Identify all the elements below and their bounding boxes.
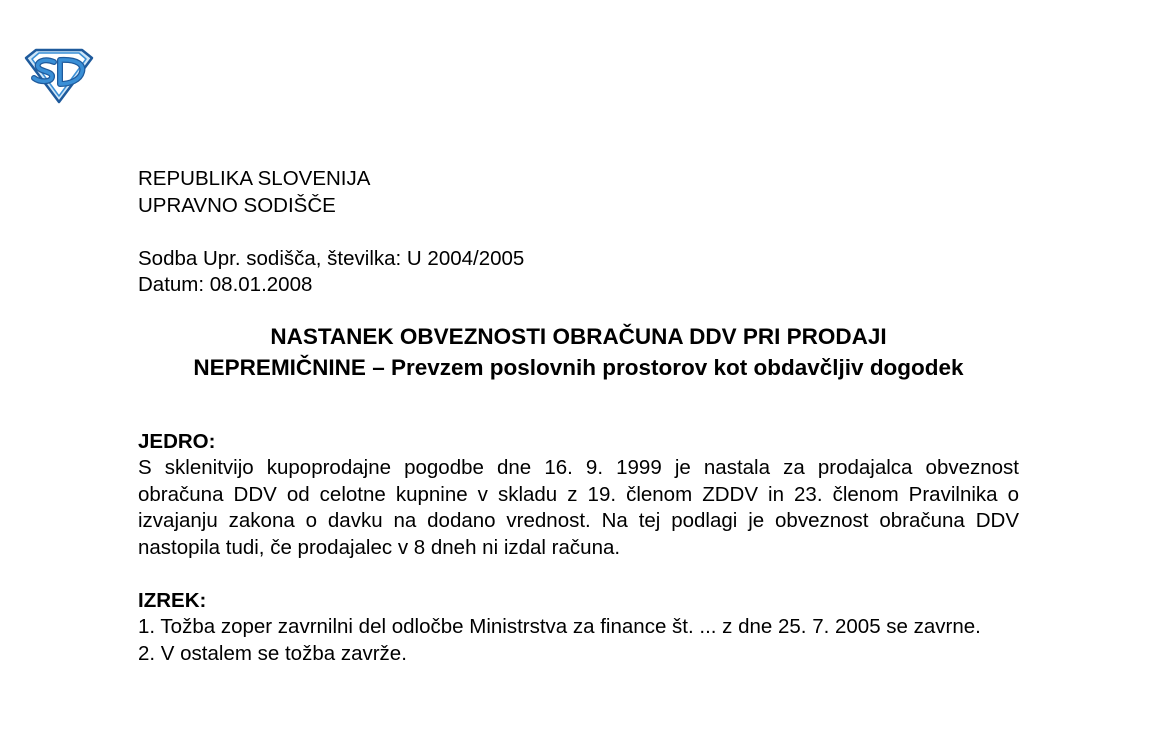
- court-name: UPRAVNO SODIŠČE: [138, 193, 336, 217]
- izrek-item-1: 1. Tožba zoper zavrnilni del odločbe Ministrstva za finance št. ... z dne 25. 7. 2005 se zavrne.: [138, 615, 981, 638]
- izrek-item-2: 2. V ostalem se tožba zavrže.: [138, 641, 407, 665]
- jedro-heading: JEDRO:: [138, 429, 216, 453]
- izrek-heading: IZREK:: [138, 588, 207, 612]
- case-reference: Sodba Upr. sodišča, številka: U 2004/2005: [138, 246, 525, 270]
- document-body: [138, 166, 1019, 667]
- sd-logo-icon: [22, 48, 96, 104]
- country-name: REPUBLIKA SLOVENIJA: [138, 167, 371, 190]
- jedro-text: S sklenitvijo kupoprodajne pogodbe dne 16. 9. 1999 je nastala za prodajalca obveznost obračuna DDV od celotne kupnine v skladu z 19. členom ZDDV in 23. členom Pravilnika o izvajanju zakona o davku na dodano vrednost. Na tej podlagi je obveznost obračuna DDV nastopila tudi, če prodajalec v 8 dneh ni izdal računa.: [138, 456, 1019, 559]
- case-date: Datum: 08.01.2008: [138, 273, 313, 296]
- document-title: NASTANEK OBVEZNOSTI OBRAČUNA DDV PRI PRODAJI NEPREMIČNINE – Prevzem poslovnih prostorov kot obdavčljiv dogodek: [193, 323, 964, 380]
